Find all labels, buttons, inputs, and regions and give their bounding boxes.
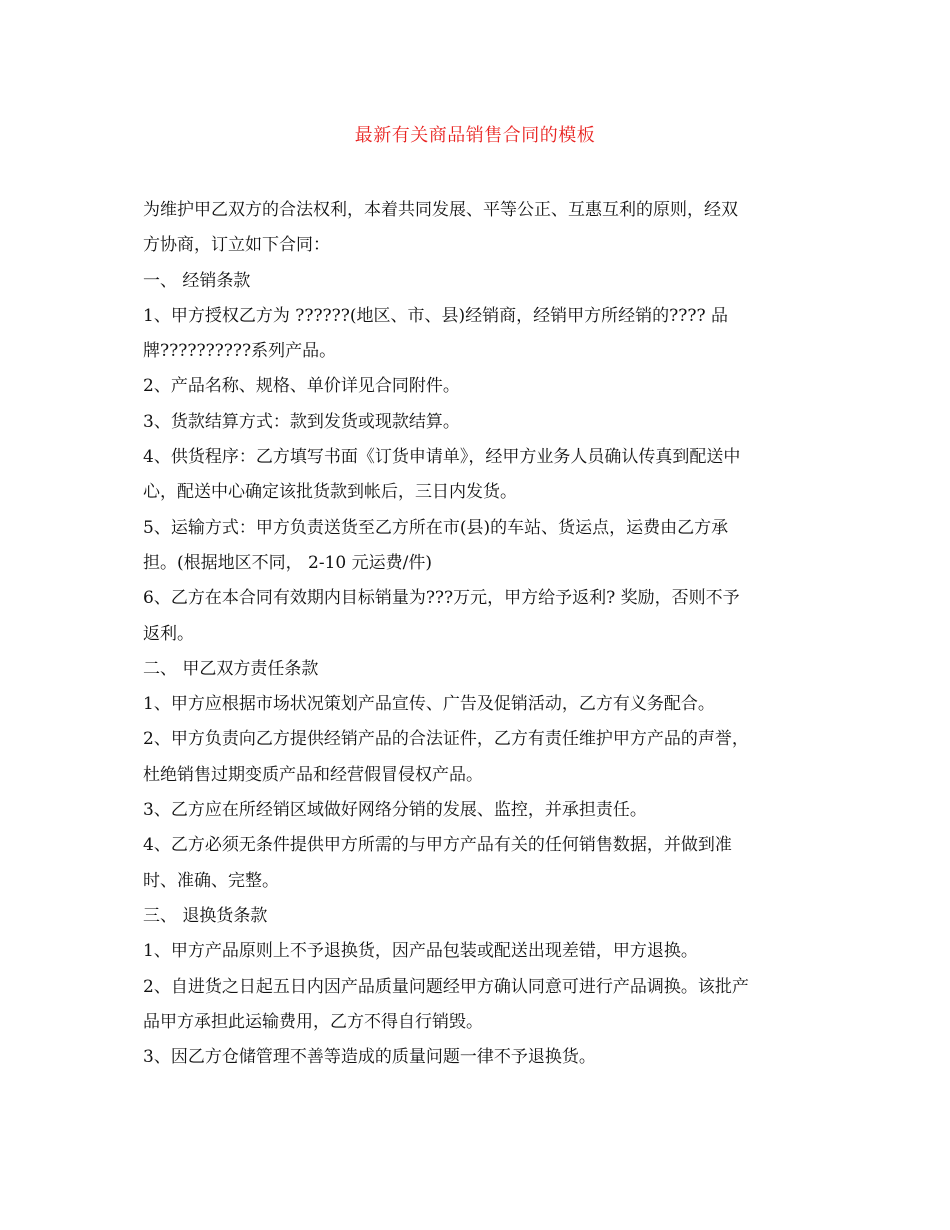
paragraph: [143, 369, 803, 404]
paragraph-line: 2、产品名称、规格、单价详见合同附件。: [143, 376, 460, 397]
paragraph: [143, 405, 803, 440]
paragraph-line: 2、自进货之日起五日内因产品质量问题经甲方确认同意可进行产品调换。该批产: [143, 976, 749, 997]
paragraph: [143, 299, 803, 370]
paragraph-line: 一、 经销条款: [143, 270, 251, 291]
document-title: 最新有关商品销售合同的模板: [354, 125, 596, 146]
paragraph: [143, 722, 803, 793]
paragraph: [143, 687, 803, 722]
paragraph-line: 牌??????????系列产品。: [143, 341, 337, 362]
paragraph-line: 5、运输方式：甲方负责送货至乙方所在市(县)的车站、货运点，运费由乙方承: [143, 517, 729, 538]
paragraph-line: 二、 甲乙双方责任条款: [143, 658, 319, 679]
paragraph-line: 为维护甲乙双方的合法权利，本着共同发展、平等公正、互惠互利的原则，经双: [143, 200, 738, 220]
document-body: [143, 193, 803, 1075]
paragraph-line: 2、甲方负责向乙方提供经销产品的合法证件，乙方有责任维护甲方产品的声誉，: [143, 729, 749, 750]
paragraph: [143, 264, 803, 299]
paragraph: [143, 934, 803, 969]
paragraph: [143, 652, 803, 687]
paragraph: [143, 1040, 803, 1075]
paragraph: [143, 970, 803, 1041]
paragraph-line: 品甲方承担此运输费用，乙方不得自行销毁。: [143, 1011, 483, 1032]
paragraph: [143, 899, 803, 934]
paragraph-line: 1、甲方应根据市场状况策划产品宣传、广告及促销活动，乙方有义务配合。: [143, 694, 715, 715]
paragraph-line: 3、货款结算方式：款到发货或现款结算。: [143, 411, 460, 432]
paragraph-line: 6、乙方在本合同有效期内目标销量为???万元，甲方给予返利? 奖励，否则不予: [143, 588, 740, 609]
paragraph-line: 杜绝销售过期变质产品和经营假冒侵权产品。: [143, 764, 483, 785]
paragraph-line: 时、准确、完整。: [143, 870, 279, 891]
paragraph-line: 三、 退换货条款: [143, 905, 268, 926]
paragraph: [143, 581, 803, 652]
paragraph: [143, 440, 803, 511]
paragraph-line: 1、甲方授权乙方为 ??????(地区、市、县)经销商，经销甲方所经销的???? 品: [143, 305, 729, 326]
paragraph-line: 3、乙方应在所经销区域做好网络分销的发展、监控，并承担责任。: [143, 800, 647, 821]
paragraph-line: 担。(根据地区不同， 2-10 元运费/件): [143, 552, 432, 573]
paragraph: [143, 793, 803, 828]
paragraph-line: 方协商，订立如下合同：: [143, 235, 330, 256]
paragraph-line: 4、供货程序：乙方填写书面《订货申请单》，经甲方业务人员确认传真到配送中: [143, 447, 741, 468]
paragraph: [143, 193, 803, 264]
paragraph: [143, 828, 803, 899]
paragraph-line: 1、甲方产品原则上不予退换货，因产品包装或配送出现差错，甲方退换。: [143, 941, 698, 962]
paragraph-line: 返利。: [143, 623, 194, 644]
paragraph-line: 心，配送中心确定该批货款到帐后，三日内发货。: [143, 482, 517, 503]
paragraph: [143, 511, 803, 582]
paragraph-line: 4、乙方必须无条件提供甲方所需的与甲方产品有关的任何销售数据，并做到准: [143, 835, 732, 856]
paragraph-line: 3、因乙方仓储管理不善等造成的质量问题一律不予退换货。: [143, 1047, 596, 1068]
